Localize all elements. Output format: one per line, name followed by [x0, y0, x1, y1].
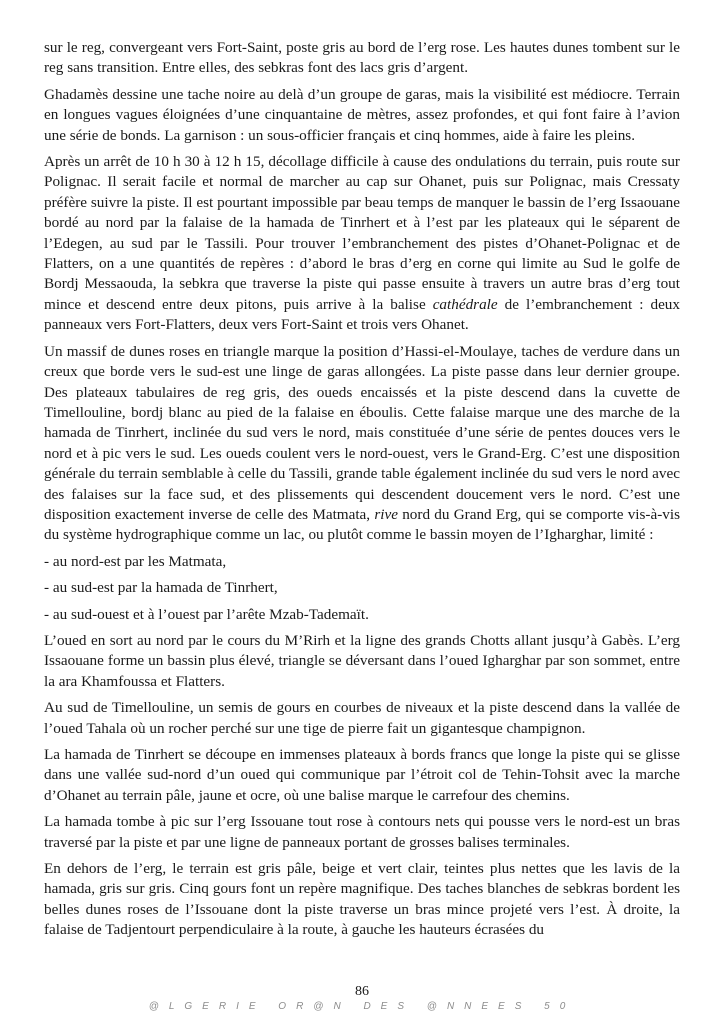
paragraph-3 — [44, 152, 680, 336]
paragraph-8: La hamada tombe à pic sur l’erg Issouane tout rose à contours nets qui pousse vers le nord-est un bras traversé par la piste et par une ligne de panneaux portant de grosses balises terminales. — [44, 813, 680, 851]
paragraph-4-text-b: nord du Grand Erg, qui se comporte vis-à-vis du système hydrographique comme un lac, ou plutôt comme le bassin moyen de l’Igharghar, limité : — [44, 505, 680, 544]
body-text — [44, 38, 680, 947]
paragraph-9: En dehors de l’erg, le terrain est gris pâle, beige et vert clair, teintes plus nettes que les lavis de la hamada, gris sur gris. Cinq gours font un repère magnifique. Des taches blanches de sebkras bordent les belles dunes roses de l’Issouane dont la piste traverse un bras mince projeté vers l’est. À droite, la falaise de Tadjentourt perpendiculaire à la route, à gauche les hauteurs écrasées du — [44, 860, 680, 939]
paragraph-3-text-b: de l’embranchement : deux panneaux vers Fort-Flatters, deux vers Fort-Saint et trois vers Ohanet. — [44, 295, 680, 334]
paragraph-4-italic: rive — [374, 505, 398, 523]
list-item-2: - au sud-est par la hamada de Tinrhert, — [44, 579, 278, 597]
paragraph-6: Au sud de Timellouline, un semis de gours en courbes de niveaux et la piste descend dans la vallée de l’oued Tahala où un rocher perché sur une tige de pierre fait un gigantesque champignon. — [44, 699, 680, 737]
list-item-1: - au nord-est par les Matmata, — [44, 552, 227, 570]
paragraph-7: La hamada de Tinrhert se découpe en immenses plateaux à bords francs que longe la piste qui se glisse dans une vallée sud-nord d’un oued qui communique par l’étroit col de Tehin-Tohsit avec la marche d’Ohanet au terrain pâle, jaune et ocre, où une balise marque le carrefour des chemins. — [44, 746, 680, 804]
paragraph-4 — [44, 342, 680, 546]
list-item-3: - au sud-ouest et à l’ouest par l’arête Mzab-Tademaït. — [44, 605, 369, 623]
page-number: 86 — [355, 984, 369, 999]
paragraph-2: Ghadamès dessine une tache noire au delà d’un groupe de garas, mais la visibilité est médiocre. Terrain en longues vagues éloignées d’une cinquantaine de mètres, assez profondes, et qui font faire à l’avion une série de bonds. La garnison : un sous-officier français et cinq hommes, aide à faire les pleins. — [44, 85, 680, 144]
footer-watermark: @LGERIE OR@N DES @NNEES 50 — [148, 1001, 576, 1012]
paragraph-4-text-a: Un massif de dunes roses en triangle marque la position d’Hassi-el-Moulaye, taches de verdure dans un creux que borde vers le sud-est une linge de garas allongées. La piste passe dans leur dernier groupe. Des plateaux tabulaires de reg gris, des oueds encaissés et la piste descend dans la cuvette de Timellouline, bordj blanc au pied de la falaise en éboulis. Cette falaise marque une des marche de la hamada de Tinrhert, inclinée du sud vers le nord, mais constituée d’une série de pentes douces vers le nord et à pic vers le sud. Les oueds coulent vers le nord-ouest, vers le Grand-Erg. C’est une disposition générale du terrain semblable à celle du Tassili, grande table également inclinée du sud vers le nord avec des falaises sur la face sud, et des plissements qui descendent doucement vers le nord. C’est une disposition exactement inverse de celle des Matmata, — [44, 342, 680, 523]
paragraph-5: L’oued en sort au nord par le cours du M’Rirh et la ligne des grands Chotts allant jusqu’à Gabès. L’erg Issaouane forme un bassin plus élevé, triangle se déversant dans l’oued Igharghar par son sommet, entre la ara Khamfoussa et Flatters. — [44, 631, 680, 690]
paragraph-3-text-a: Après un arrêt de 10 h 30 à 12 h 15, décollage difficile à cause des ondulations du terrain, puis route sur Polignac. Il serait facile et normal de marcher au cap sur Ohanet, puis sur Polignac, mais Cressaty préfère suivre la piste. Il est pourtant impossible par beau temps de manquer le bassin de l’erg Issaouane bordé au nord par la falaise de la hamada de Tinrhert et à l’est par les plateaux qui le séparent de l’Edegen, au sud par le Tassili. Pour trouver l’embranchement des pistes d’Ohanet-Polignac et de Flatters, on a une quantités de repères : d’abord le bras d’erg en corne qui limite au Sud le golfe de Bordj Messaouda, la sebkra que traverse la piste qui passe ensuite à travers un autre bras d’erg tout mince et descend entre deux pitons, puis arrive à la balise — [44, 153, 680, 313]
paragraph-3-italic: cathédrale — [432, 295, 498, 313]
paragraph-1: sur le reg, convergeant vers Fort-Saint, poste gris au bord de l’erg rose. Les hautes dunes tombent sur le reg sans transition. Entre elles, des sebkras font des lacs gris d’argent. — [44, 39, 680, 77]
